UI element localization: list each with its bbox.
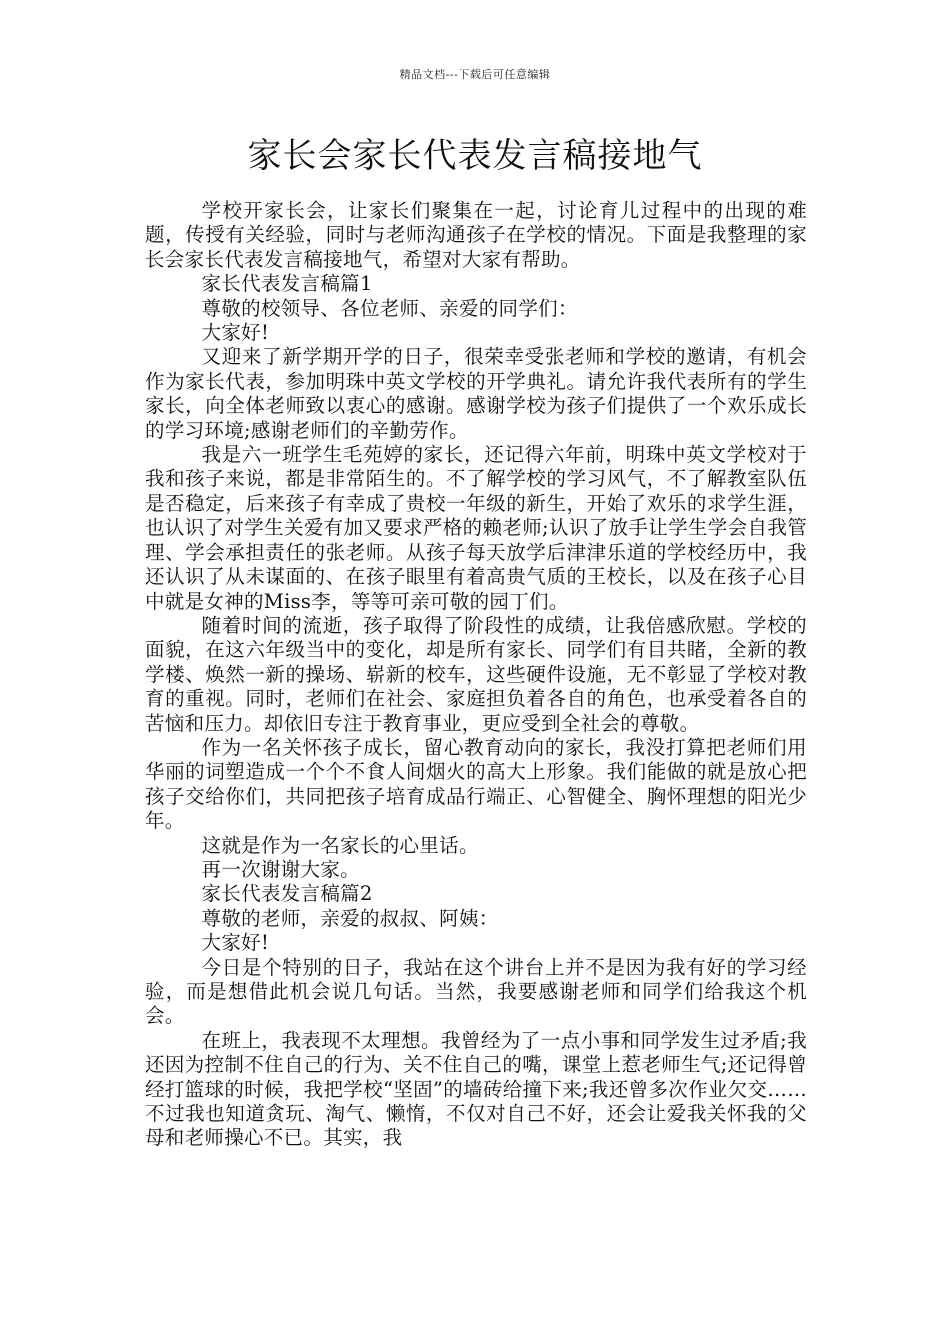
- salutation-1: 尊敬的校领导、各位老师、亲爱的同学们：: [201, 296, 578, 320]
- header-note: 精品文档---下载后可任意编辑: [399, 68, 551, 81]
- section-heading-2: 家长代表发言稿篇2: [201, 882, 373, 906]
- closing-thanks: 再一次谢谢大家。: [201, 857, 360, 881]
- paragraph: 作为一名关怀孩子成长，留心教育动向的家长，我没打算把老师们用华丽的词塑造成一个个不食人间烟火的高大上形象。我们能做的就是放心把孩子交给你们，共同把孩子培育成品行端正、心智健全、胸怀理想的阳光少年。: [145, 735, 807, 833]
- paragraph: 我是六一班学生毛苑婷的家长，还记得六年前，明珠中英文学校对于我和孩子来说，都是非常陌生的。不了解学校的学习风气，不了解教室队伍是否稳定，后来孩子有幸成了贵校一年级的新生，开始了欢乐的求学生涯，也认识了对学生关爱有加又要求严格的赖老师;认识了放手让学生学会自我管理、学会承担责任的张老师。从孩子每天放学后津津乐道的学校经历中，我还认识了从未谋面的、在孩子眼里有着高贵气质的王校长，以及在孩子心目中就是女神的Miss李，等等可亲可敬的园丁们。: [145, 443, 807, 613]
- greeting-2: 大家好!: [201, 931, 270, 955]
- section-heading-1: 家长代表发言稿篇1: [201, 272, 373, 296]
- paragraph: 今日是个特别的日子，我站在这个讲台上并不是因为我有好的学习经验，而是想借此机会说几句话。当然，我要感谢老师和同学们给我这个机会。: [145, 955, 807, 1028]
- document-body: [145, 199, 807, 1151]
- document-title: 家长会家长代表发言稿接地气: [247, 136, 703, 176]
- paragraph: 又迎来了新学期开学的日子，很荣幸受张老师和学校的邀请，有机会作为家长代表，参加明珠中英文学校的开学典礼。请允许我代表所有的学生家长，向全体老师致以衷心的感谢。感谢学校为孩子们提供了一个欢乐成长的学习环境;感谢老师们的辛勤劳作。: [145, 345, 807, 442]
- paragraph: 在班上，我表现不太理想。我曾经为了一点小事和同学发生过矛盾;我还因为控制不住自己的行为、关不住自己的嘴，课堂上惹老师生气;还记得曾经打篮球的时候，我把学校“坚固”的墙砖给撞下来;我还曾多次作业欠交……不过我也知道贪玩、淘气、懒惰，不仅对自己不好，还会让爱我关怀我的父母和老师操心不已。其实，我: [145, 1028, 807, 1150]
- paragraph: 随着时间的流逝，孩子取得了阶段性的成绩，让我倍感欣慰。学校的面貌，在这六年级当中的变化，却是所有家长、同学们有目共睹，全新的教学楼、焕然一新的操场、崭新的校车，这些硬件设施，无不彰显了学校对教育的重视。同时，老师们在社会、家庭担负着各自的角色，也承受着各自的苦恼和压力。却依旧专注于教育事业，更应受到全社会的尊敬。: [145, 613, 807, 735]
- paragraph-intro: 学校开家长会，让家长们聚集在一起，讨论育儿过程中的出现的难题，传授有关经验，同时与老师沟通孩子在学校的情况。下面是我整理的家长会家长代表发言稿接地气，希望对大家有帮助。: [145, 199, 807, 271]
- greeting-1: 大家好!: [201, 321, 270, 345]
- salutation-2: 尊敬的老师，亲爱的叔叔、阿姨：: [201, 906, 499, 930]
- closing-line: 这就是作为一名家长的心里话。: [201, 833, 479, 857]
